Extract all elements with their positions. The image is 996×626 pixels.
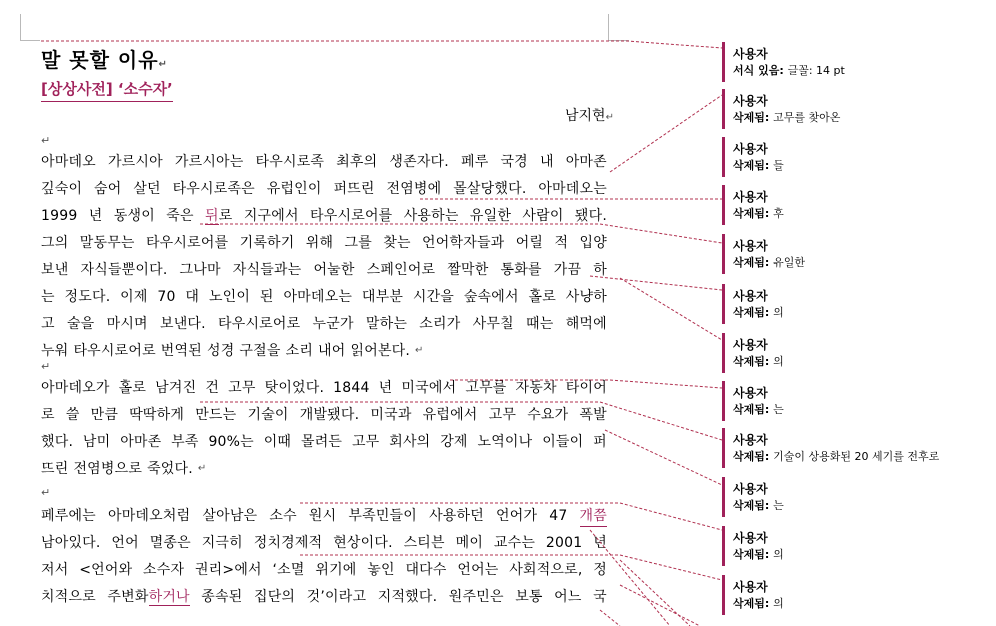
word: 남아있다. xyxy=(41,535,101,551)
word: 살아남은 xyxy=(202,508,258,524)
balloon-text xyxy=(733,353,784,369)
word: 지극히 xyxy=(201,535,243,551)
balloon-bar xyxy=(722,526,725,566)
empty-paragraph: ↵ xyxy=(41,134,51,147)
word: 유일한 xyxy=(469,208,512,224)
word: 퍼 xyxy=(593,434,607,450)
word: 정치경제적 xyxy=(253,535,323,551)
word: 가르시아 xyxy=(107,154,163,170)
word: 사회적으로, xyxy=(509,562,583,578)
word: 타우시로어를 xyxy=(310,208,393,224)
word: 강제 xyxy=(440,434,468,450)
document-author[interactable] xyxy=(565,105,614,125)
balloon-bar xyxy=(722,284,725,324)
word: 된 xyxy=(259,289,274,305)
balloon-label: 삭제됨: xyxy=(733,548,774,561)
balloon-value: 의 xyxy=(773,548,784,561)
balloon-value: 의 xyxy=(773,597,784,610)
text-line[interactable] xyxy=(41,459,607,479)
word: 정 xyxy=(593,562,607,578)
word: 홀로 xyxy=(118,380,147,396)
balloon-author: 사용자 xyxy=(733,482,768,496)
balloon-text xyxy=(733,109,840,125)
word: 교수는 xyxy=(493,535,536,551)
crop-mark xyxy=(609,40,629,41)
word: 유럽에서 xyxy=(422,407,478,423)
word: 사용하던 xyxy=(429,508,484,524)
word: 사람이 xyxy=(522,208,564,224)
word: 건 xyxy=(205,380,220,396)
word: 살던 xyxy=(133,181,161,197)
word: 아마데오가 xyxy=(41,380,110,396)
text-line[interactable] xyxy=(41,206,607,226)
word: 소리 xyxy=(285,343,314,359)
empty-paragraph: ↵ xyxy=(41,486,51,499)
word: 타우시로족은 xyxy=(172,181,255,197)
word: 생존자다. xyxy=(389,154,449,170)
word: 보낸다. xyxy=(159,316,206,332)
text-line[interactable] xyxy=(41,405,607,425)
word: 아마존 xyxy=(565,154,607,170)
balloon-author: 사용자 xyxy=(733,94,768,108)
balloon-value: 유일한 xyxy=(773,256,805,269)
word: 최후의 xyxy=(336,154,378,170)
revision-balloon[interactable] xyxy=(722,89,992,129)
word: 남미 xyxy=(82,434,111,450)
text-line[interactable] xyxy=(41,432,607,452)
revision-balloon[interactable] xyxy=(722,333,992,373)
crop-mark xyxy=(20,14,21,41)
word: 페루에는 xyxy=(41,508,96,524)
word: 죽었다. xyxy=(147,461,193,477)
balloon-value: 글꼴: 14 pt xyxy=(787,64,845,77)
word: 유럽인이 xyxy=(266,181,322,197)
text-line[interactable] xyxy=(41,314,607,334)
word: 저서 xyxy=(41,562,69,578)
balloon-label: 서식 있음: xyxy=(733,64,788,77)
word: 권리>에서 xyxy=(194,562,262,578)
word: 마시며 xyxy=(106,316,148,332)
document-subtitle[interactable] xyxy=(41,78,173,102)
word: <언어와 xyxy=(79,562,133,578)
crop-mark xyxy=(608,14,609,41)
word: 종속된 xyxy=(201,589,243,605)
revision-balloon[interactable] xyxy=(722,284,992,324)
balloon-bar xyxy=(722,381,725,421)
word: 소수 xyxy=(269,508,297,524)
word: 기록하기 xyxy=(239,235,295,251)
revision-balloon[interactable] xyxy=(722,477,992,517)
word: 위해 xyxy=(305,235,334,251)
word: 시간을 xyxy=(412,289,455,305)
word: 고 xyxy=(41,316,55,332)
word: 아마데오는 xyxy=(283,289,353,305)
word: 말동무는 xyxy=(79,235,135,251)
word: 미국에서 xyxy=(401,380,457,396)
word: 몰려든 xyxy=(300,434,343,450)
text-line[interactable] xyxy=(41,506,607,527)
text-line[interactable] xyxy=(41,287,607,307)
word: 이제 xyxy=(120,289,148,305)
word: 년 xyxy=(593,535,607,551)
word: 개쯤 xyxy=(580,506,607,527)
text-line[interactable] xyxy=(41,533,607,553)
word: 몰살당했다. xyxy=(453,181,527,197)
balloon-label: 삭제됨: xyxy=(733,256,774,269)
balloon-text xyxy=(733,62,845,78)
word: 가끔 xyxy=(553,262,582,278)
text-line[interactable] xyxy=(41,260,607,280)
word: 언어학자들과 xyxy=(422,235,505,251)
word: 원시 xyxy=(308,508,337,524)
word: 퍼뜨린 xyxy=(333,181,375,197)
word: 타우시로어로 xyxy=(73,343,156,359)
word: 해먹에 xyxy=(565,316,607,332)
balloon-text xyxy=(733,254,805,270)
word: 구절을 xyxy=(239,343,281,359)
balloon-value: 후 xyxy=(773,207,784,220)
word: 어느 xyxy=(554,589,582,605)
word: 사무칠 xyxy=(472,316,514,332)
text-line[interactable] xyxy=(41,152,607,172)
word: 아마데오 xyxy=(41,154,96,170)
word: 47 xyxy=(549,508,568,524)
word: 놓인 xyxy=(367,562,395,578)
word: 아마존 xyxy=(120,434,162,450)
revision-balloon[interactable] xyxy=(722,526,992,566)
balloon-author: 사용자 xyxy=(733,531,768,545)
word: 어릴 xyxy=(515,235,544,251)
balloon-label: 삭제됨: xyxy=(733,597,774,610)
word: 이때 xyxy=(263,434,292,450)
balloon-text xyxy=(733,546,784,562)
document-title[interactable] xyxy=(41,44,168,73)
balloon-author: 사용자 xyxy=(733,433,768,447)
word: ‘소멸 xyxy=(272,562,305,578)
word: 멸종은 xyxy=(149,535,191,551)
word: 지적했다. xyxy=(377,589,438,605)
word: 그나마 xyxy=(179,262,221,278)
paragraph-mark: ↵ xyxy=(158,59,168,70)
word: 적 xyxy=(554,235,569,251)
word: 술을 xyxy=(66,316,95,332)
word: 년 xyxy=(88,208,103,224)
word: 타우시로어로 xyxy=(218,316,301,332)
word: 말하는 xyxy=(365,316,408,332)
balloon-value: 의 xyxy=(773,306,784,319)
balloon-value: 고무를 찾아온 xyxy=(773,111,841,124)
text-line[interactable] xyxy=(41,560,607,580)
word: 그를 xyxy=(344,235,372,251)
word: 소수자 xyxy=(143,562,185,578)
balloon-author: 사용자 xyxy=(733,239,768,253)
balloon-label: 삭제됨: xyxy=(733,403,774,416)
word: 자동차 xyxy=(515,380,557,396)
balloon-bar xyxy=(722,89,725,129)
revision-balloon[interactable] xyxy=(722,234,992,274)
word: 전염병에 xyxy=(386,181,442,197)
revision-balloon[interactable] xyxy=(722,137,992,177)
balloon-label: 삭제됨: xyxy=(733,306,774,319)
balloon-bar xyxy=(722,477,725,517)
word: 타우시로족 xyxy=(255,154,325,170)
balloon-text xyxy=(733,448,939,464)
balloon-label: 삭제됨: xyxy=(733,207,774,220)
balloon-author: 사용자 xyxy=(733,580,768,594)
revision-balloon[interactable] xyxy=(722,381,992,421)
text-line[interactable] xyxy=(41,179,607,199)
word: 뜨린 xyxy=(41,461,69,477)
word: 짤막한 xyxy=(447,262,489,278)
word: 고무 xyxy=(351,434,380,450)
balloon-bar xyxy=(722,137,725,177)
word: 폭발 xyxy=(579,407,607,423)
word: 고무 xyxy=(488,407,517,423)
word: 내어 xyxy=(318,343,346,359)
word: 사용하는 xyxy=(403,208,459,224)
word: 페루 xyxy=(460,154,489,170)
word: 홀로 xyxy=(528,289,556,305)
word: 고무를 xyxy=(465,380,507,396)
balloon-value: 기술이 상용화된 20 세기를 전후로 xyxy=(773,450,940,463)
empty-paragraph: ↵ xyxy=(41,360,51,373)
word: 이들이 xyxy=(542,434,584,450)
word: 가르시아는 xyxy=(174,154,244,170)
word: 는 xyxy=(41,289,55,305)
word: 회사의 xyxy=(389,434,431,450)
word: 자식들뿐이다. xyxy=(80,262,168,278)
balloon-bar xyxy=(722,234,725,274)
word: 숲속에서 xyxy=(463,289,519,305)
word: 뒤로 xyxy=(205,208,233,224)
word: 90%는 xyxy=(208,434,254,450)
word: 기술이 xyxy=(247,407,289,423)
text-line[interactable] xyxy=(41,341,607,361)
balloon-text xyxy=(733,304,784,320)
word: 노역이나 xyxy=(477,434,533,450)
word: 읽어본다. xyxy=(350,343,411,359)
balloon-bar xyxy=(722,185,725,225)
balloon-author: 사용자 xyxy=(733,190,768,204)
word: 쓸 xyxy=(65,407,80,423)
balloon-author: 사용자 xyxy=(733,289,768,303)
word: 동생이 xyxy=(113,208,155,224)
word: 대 xyxy=(185,289,200,305)
balloon-text xyxy=(733,497,784,513)
balloon-text xyxy=(733,205,784,221)
word: 정도다. xyxy=(64,289,111,305)
word: 대부분 xyxy=(361,289,404,305)
word: 숨어 xyxy=(94,181,122,197)
word: 치적으로 xyxy=(41,589,96,605)
word: 현상이다. xyxy=(333,535,393,551)
word: 스페인어로 xyxy=(366,262,436,278)
word: 1999 xyxy=(41,208,78,224)
word: 타우시로어를 xyxy=(145,235,229,251)
revision-balloon[interactable] xyxy=(722,185,992,225)
balloon-bar xyxy=(722,333,725,373)
balloon-author: 사용자 xyxy=(733,386,768,400)
word: 번역된 xyxy=(160,343,202,359)
word: 누군가 xyxy=(312,316,354,332)
word: 로 xyxy=(41,407,55,423)
word: 아마데오는 xyxy=(538,181,607,197)
word: 아마데오처럼 xyxy=(107,508,191,524)
balloon-bar xyxy=(722,575,725,615)
word: 부족 xyxy=(171,434,199,450)
paragraph-mark: ↵ xyxy=(197,463,207,474)
word: 1844 xyxy=(333,380,370,396)
balloon-text xyxy=(733,157,784,173)
word: 했다. xyxy=(41,434,74,450)
word: 남겨진 xyxy=(155,380,197,396)
balloon-bar xyxy=(722,428,725,468)
crop-mark xyxy=(20,40,40,41)
word: 하 xyxy=(593,262,607,278)
word: 대다수 xyxy=(405,562,447,578)
word: 때는 xyxy=(526,316,554,332)
balloon-value: 의 xyxy=(773,355,784,368)
word: 언어가 xyxy=(496,508,538,524)
word: 보통 xyxy=(515,589,543,605)
word: 위기에 xyxy=(315,562,357,578)
word: 2001 xyxy=(545,535,583,551)
word: 국 xyxy=(593,589,607,605)
word: 자식들과는 xyxy=(232,262,302,278)
balloon-value: 들 xyxy=(773,159,784,172)
paragraph-mark: ↵ xyxy=(605,112,614,123)
word: 그의 xyxy=(41,235,69,251)
revision-balloon[interactable] xyxy=(722,428,992,468)
word: 누워 xyxy=(41,343,69,359)
balloon-author: 사용자 xyxy=(733,142,768,156)
word: 부족민들이 xyxy=(348,508,417,524)
word: 70 xyxy=(157,289,176,305)
word: 사냥하 xyxy=(565,289,607,305)
balloon-author: 사용자 xyxy=(733,338,768,352)
word: 주변화하거나 xyxy=(107,589,190,605)
word: 통화를 xyxy=(500,262,542,278)
text-line[interactable] xyxy=(41,233,607,253)
word: 어눌한 xyxy=(313,262,355,278)
word: 수요가 xyxy=(527,407,569,423)
balloon-bar xyxy=(722,42,725,82)
word: 언어는 xyxy=(457,562,499,578)
word: 노인이 xyxy=(208,289,251,305)
word: 성경 xyxy=(206,343,235,359)
word: 국경 xyxy=(500,154,528,170)
word: 고무 xyxy=(228,380,256,396)
word: 만드는 xyxy=(195,407,237,423)
word: 스티븐 xyxy=(403,535,445,551)
word: 죽은 xyxy=(166,208,194,224)
balloon-value: 는 xyxy=(773,499,784,512)
word: 소리가 xyxy=(419,316,461,332)
word: 언어 xyxy=(111,535,139,551)
word: 미국과 xyxy=(370,407,412,423)
paragraph-mark: ↵ xyxy=(415,345,424,356)
balloon-label: 삭제됨: xyxy=(733,450,774,463)
balloon-value: 는 xyxy=(773,403,784,416)
balloon-text xyxy=(733,595,784,611)
word: 타이어 xyxy=(565,380,607,396)
balloon-text xyxy=(733,401,784,417)
revision-balloon[interactable] xyxy=(722,575,992,615)
subtitle-text: [상상사전] ‘소수자’ xyxy=(41,80,173,98)
word: 내 xyxy=(539,154,554,170)
balloon-label: 삭제됨: xyxy=(733,111,774,124)
revision-balloon[interactable] xyxy=(722,42,992,82)
word: 딱딱하게 xyxy=(129,407,185,423)
text-line[interactable] xyxy=(41,378,607,398)
word: 찾는 xyxy=(383,235,411,251)
author-text: 남지현 xyxy=(565,108,606,124)
word: 개발됐다. xyxy=(299,407,360,423)
word: 것’이라고 xyxy=(306,589,367,605)
word: 깊숙이 xyxy=(41,181,83,197)
word: 만큼 xyxy=(90,407,119,423)
word: 보낸 xyxy=(41,262,69,278)
word: 탓이었다. xyxy=(264,380,325,396)
balloon-label: 삭제됨: xyxy=(733,159,774,172)
word: 됐다. xyxy=(574,208,607,224)
title-text: 말 못할 이유 xyxy=(41,48,159,72)
word: 년 xyxy=(378,380,393,396)
word: 입양 xyxy=(579,235,607,251)
balloon-label: 삭제됨: xyxy=(733,355,774,368)
word: 원주민은 xyxy=(448,589,504,605)
word: 메이 xyxy=(455,535,484,551)
balloon-label: 삭제됨: xyxy=(733,499,774,512)
word: 전염병으로 xyxy=(73,461,143,477)
text-line[interactable] xyxy=(41,587,607,607)
word: 집단의 xyxy=(253,589,296,605)
balloon-author: 사용자 xyxy=(733,47,768,61)
word: 지구에서 xyxy=(243,208,299,224)
